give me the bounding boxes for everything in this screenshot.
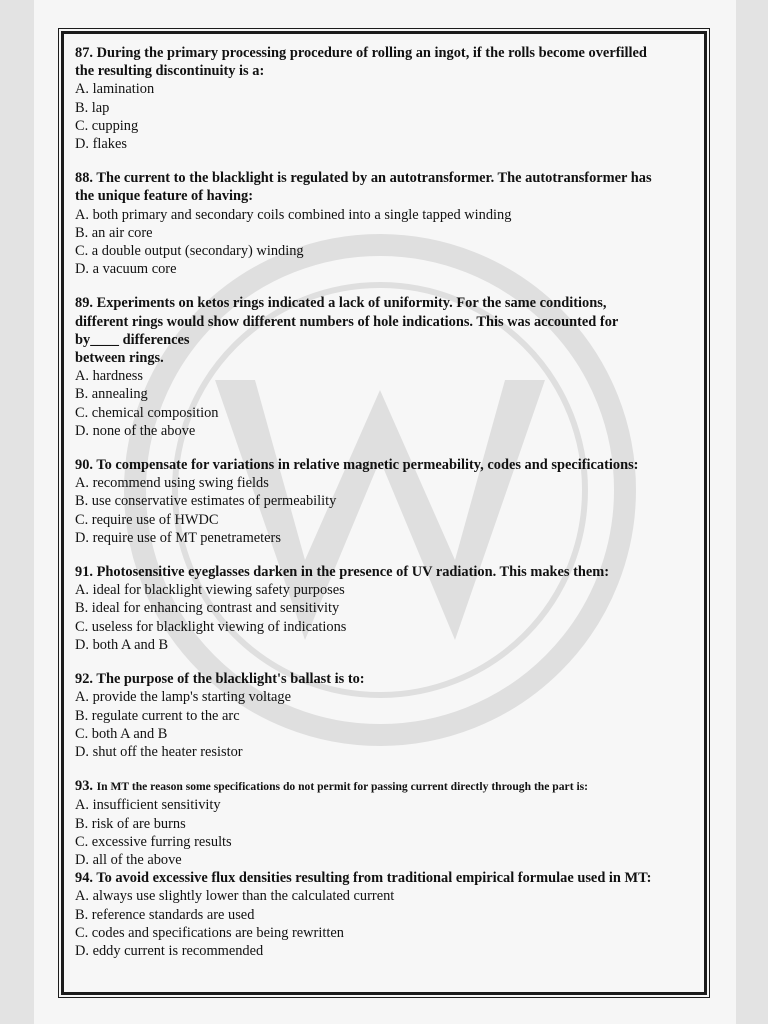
question-text (75, 294, 700, 367)
question-text (75, 169, 700, 205)
option-b: B. reference standards are used (75, 906, 255, 923)
option-c: C. require use of HWDC (75, 511, 219, 528)
question-number: 93. (75, 778, 93, 795)
question-line: The current to the blacklight is regulated by an autotransformer. The autotransformer has (96, 170, 652, 187)
option-d: D. eddy current is recommended (75, 942, 264, 959)
option-b: B. use conservative estimates of permeability (75, 493, 337, 510)
option-a: A. lamination (75, 81, 155, 98)
option-c: C. useless for blacklight viewing of indications (75, 618, 347, 635)
question-number: 90. (75, 457, 93, 474)
question-line: During the primary processing procedure of rolling an ingot, if the rolls become overfilled (96, 45, 647, 61)
option-b: B. ideal for enhancing contrast and sensitivity (75, 600, 340, 617)
option-a: A. always use slightly lower than the calculated current (75, 888, 395, 905)
question-text (75, 777, 700, 796)
option-a: A. hardness (75, 368, 143, 385)
question-88 (75, 169, 700, 278)
option-a: A. provide the lamp's starting voltage (75, 689, 292, 706)
option-d: D. shut off the heater resistor (75, 743, 243, 760)
option-d: D. a vacuum core (75, 261, 177, 278)
option-d: D. require use of MT penetrameters (75, 529, 281, 546)
question-line: the unique feature of having: (75, 188, 254, 205)
option-a: A. insufficient sensitivity (75, 797, 221, 814)
question-list (75, 44, 700, 960)
option-b: B. risk of are burns (75, 815, 186, 832)
option-a: A. both primary and secondary coils combined into a single tapped winding (75, 206, 512, 223)
option-d: D. both A and B (75, 636, 169, 653)
option-b: B. lap (75, 99, 110, 116)
question-line: the resulting discontinuity is a: (75, 63, 265, 80)
question-number: 91. (75, 564, 93, 581)
question-89 (75, 294, 700, 440)
option-d: D. none of the above (75, 422, 196, 439)
question-line: To compensate for variations in relative magnetic permeability, codes and specifications: (96, 457, 639, 474)
question-92 (75, 670, 700, 761)
question-93 (75, 777, 700, 869)
question-line: The purpose of the blacklight's ballast is to: (96, 671, 365, 688)
question-line: different rings would show different numbers of hole indications. This was accounted for (75, 313, 619, 330)
question-line: To avoid excessive flux densities resulting from traditional empirical formulae used in MT: (96, 870, 652, 887)
option-c: C. chemical composition (75, 404, 219, 421)
option-a: A. recommend using swing fields (75, 475, 269, 492)
question-91 (75, 563, 700, 654)
question-94 (75, 869, 700, 960)
question-text (75, 869, 700, 887)
question-number: 94. (75, 870, 93, 887)
question-line: by____ differences (75, 331, 190, 348)
option-c: C. a double output (secondary) winding (75, 243, 304, 260)
option-c: C. cupping (75, 117, 139, 134)
question-text (75, 44, 700, 80)
question-number: 87. (75, 45, 93, 61)
question-text (75, 456, 700, 474)
option-c: C. both A and B (75, 725, 168, 742)
question-line: Experiments on ketos rings indicated a lack of uniformity. For the same conditions, (96, 295, 607, 312)
question-line: In MT the reason some specifications do not permit for passing current directly through the part is: (96, 780, 589, 794)
question-line: Photosensitive eyeglasses darken in the presence of UV radiation. This makes them: (96, 564, 610, 581)
option-b: B. regulate current to the arc (75, 707, 240, 724)
option-b: B. annealing (75, 386, 148, 403)
option-c: C. excessive furring results (75, 833, 232, 850)
option-c: C. codes and specifications are being rewritten (75, 924, 344, 941)
option-a: A. ideal for blacklight viewing safety purposes (75, 582, 345, 599)
question-number: 92. (75, 671, 93, 688)
option-d: D. flakes (75, 136, 127, 153)
question-text (75, 670, 700, 688)
question-text (75, 563, 700, 581)
question-90 (75, 456, 700, 547)
question-number: 88. (75, 170, 93, 187)
question-87 (75, 44, 700, 153)
question-number: 89. (75, 295, 93, 312)
option-b: B. an air core (75, 224, 153, 241)
option-d: D. all of the above (75, 851, 182, 868)
question-line: between rings. (75, 350, 164, 367)
